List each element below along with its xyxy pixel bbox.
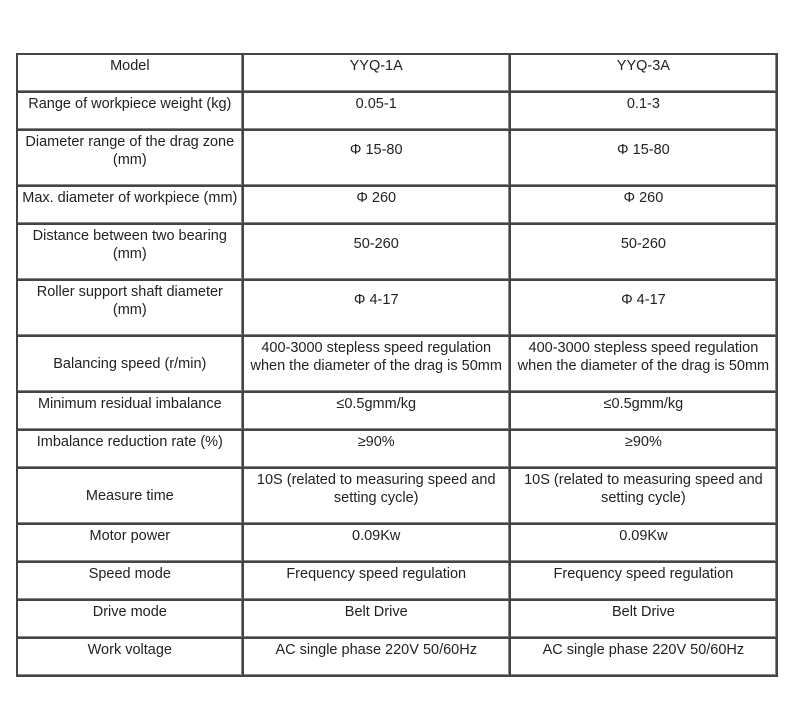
yyq-1a-value: ≤0.5gmm/kg bbox=[243, 392, 510, 430]
yyq-3a-value: 0.1-3 bbox=[510, 92, 777, 130]
yyq-3a-value: 50-260 bbox=[510, 224, 777, 280]
yyq-3a-value: AC single phase 220V 50/60Hz bbox=[510, 638, 777, 676]
row-label: Diameter range of the drag zone (mm) bbox=[17, 130, 243, 186]
yyq-3a-value: 10S (related to measuring speed and setting cycle) bbox=[510, 468, 777, 524]
yyq-1a-value: 0.09Kw bbox=[243, 524, 510, 562]
yyq-1a-value: 0.05-1 bbox=[243, 92, 510, 130]
yyq-3a-value: Frequency speed regulation bbox=[510, 562, 777, 600]
yyq-1a-value: AC single phase 220V 50/60Hz bbox=[243, 638, 510, 676]
table-row bbox=[17, 92, 777, 130]
yyq-3a-value: Belt Drive bbox=[510, 600, 777, 638]
yyq-1a-value: Frequency speed regulation bbox=[243, 562, 510, 600]
table-row bbox=[17, 600, 777, 638]
yyq-3a-value: Φ 15-80 bbox=[510, 130, 777, 186]
yyq-1a-value: Belt Drive bbox=[243, 600, 510, 638]
table-row bbox=[17, 562, 777, 600]
yyq-3a-value: ≥90% bbox=[510, 430, 777, 468]
table-row bbox=[17, 524, 777, 562]
table-row bbox=[17, 336, 777, 392]
row-label: Motor power bbox=[17, 524, 243, 562]
table-row bbox=[17, 186, 777, 224]
yyq-1a-value: YYQ-1A bbox=[243, 54, 510, 92]
row-label: Distance between two bearing (mm) bbox=[17, 224, 243, 280]
yyq-3a-value: Φ 260 bbox=[510, 186, 777, 224]
row-label: Measure time bbox=[17, 468, 243, 524]
table-row bbox=[17, 430, 777, 468]
table-row bbox=[17, 224, 777, 280]
row-label: Max. diameter of workpiece (mm) bbox=[17, 186, 243, 224]
yyq-3a-value: 400-3000 stepless speed regulation when the diameter of the drag is 50mm bbox=[510, 336, 777, 392]
table-row bbox=[17, 54, 777, 92]
row-label: Minimum residual imbalance bbox=[17, 392, 243, 430]
row-label: Range of workpiece weight (kg) bbox=[17, 92, 243, 130]
yyq-1a-value: Φ 4-17 bbox=[243, 280, 510, 336]
table-row bbox=[17, 468, 777, 524]
table-row bbox=[17, 392, 777, 430]
yyq-1a-value: ≥90% bbox=[243, 430, 510, 468]
table-row bbox=[17, 638, 777, 676]
row-label: Drive mode bbox=[17, 600, 243, 638]
yyq-1a-value: Φ 260 bbox=[243, 186, 510, 224]
table-row bbox=[17, 130, 777, 186]
row-label: Roller support shaft diameter (mm) bbox=[17, 280, 243, 336]
yyq-1a-value: Φ 15-80 bbox=[243, 130, 510, 186]
yyq-1a-value: 10S (related to measuring speed and setting cycle) bbox=[243, 468, 510, 524]
row-label: Balancing speed (r/min) bbox=[17, 336, 243, 392]
yyq-1a-value: 50-260 bbox=[243, 224, 510, 280]
table-row bbox=[17, 280, 777, 336]
yyq-3a-value: 0.09Kw bbox=[510, 524, 777, 562]
row-label: Imbalance reduction rate (%) bbox=[17, 430, 243, 468]
row-label: Work voltage bbox=[17, 638, 243, 676]
row-label: Speed mode bbox=[17, 562, 243, 600]
yyq-3a-value: ≤0.5gmm/kg bbox=[510, 392, 777, 430]
yyq-3a-value: Φ 4-17 bbox=[510, 280, 777, 336]
row-label: Model bbox=[17, 54, 243, 92]
spec-table bbox=[16, 53, 778, 677]
yyq-1a-value: 400-3000 stepless speed regulation when the diameter of the drag is 50mm bbox=[243, 336, 510, 392]
yyq-3a-value: YYQ-3A bbox=[510, 54, 777, 92]
